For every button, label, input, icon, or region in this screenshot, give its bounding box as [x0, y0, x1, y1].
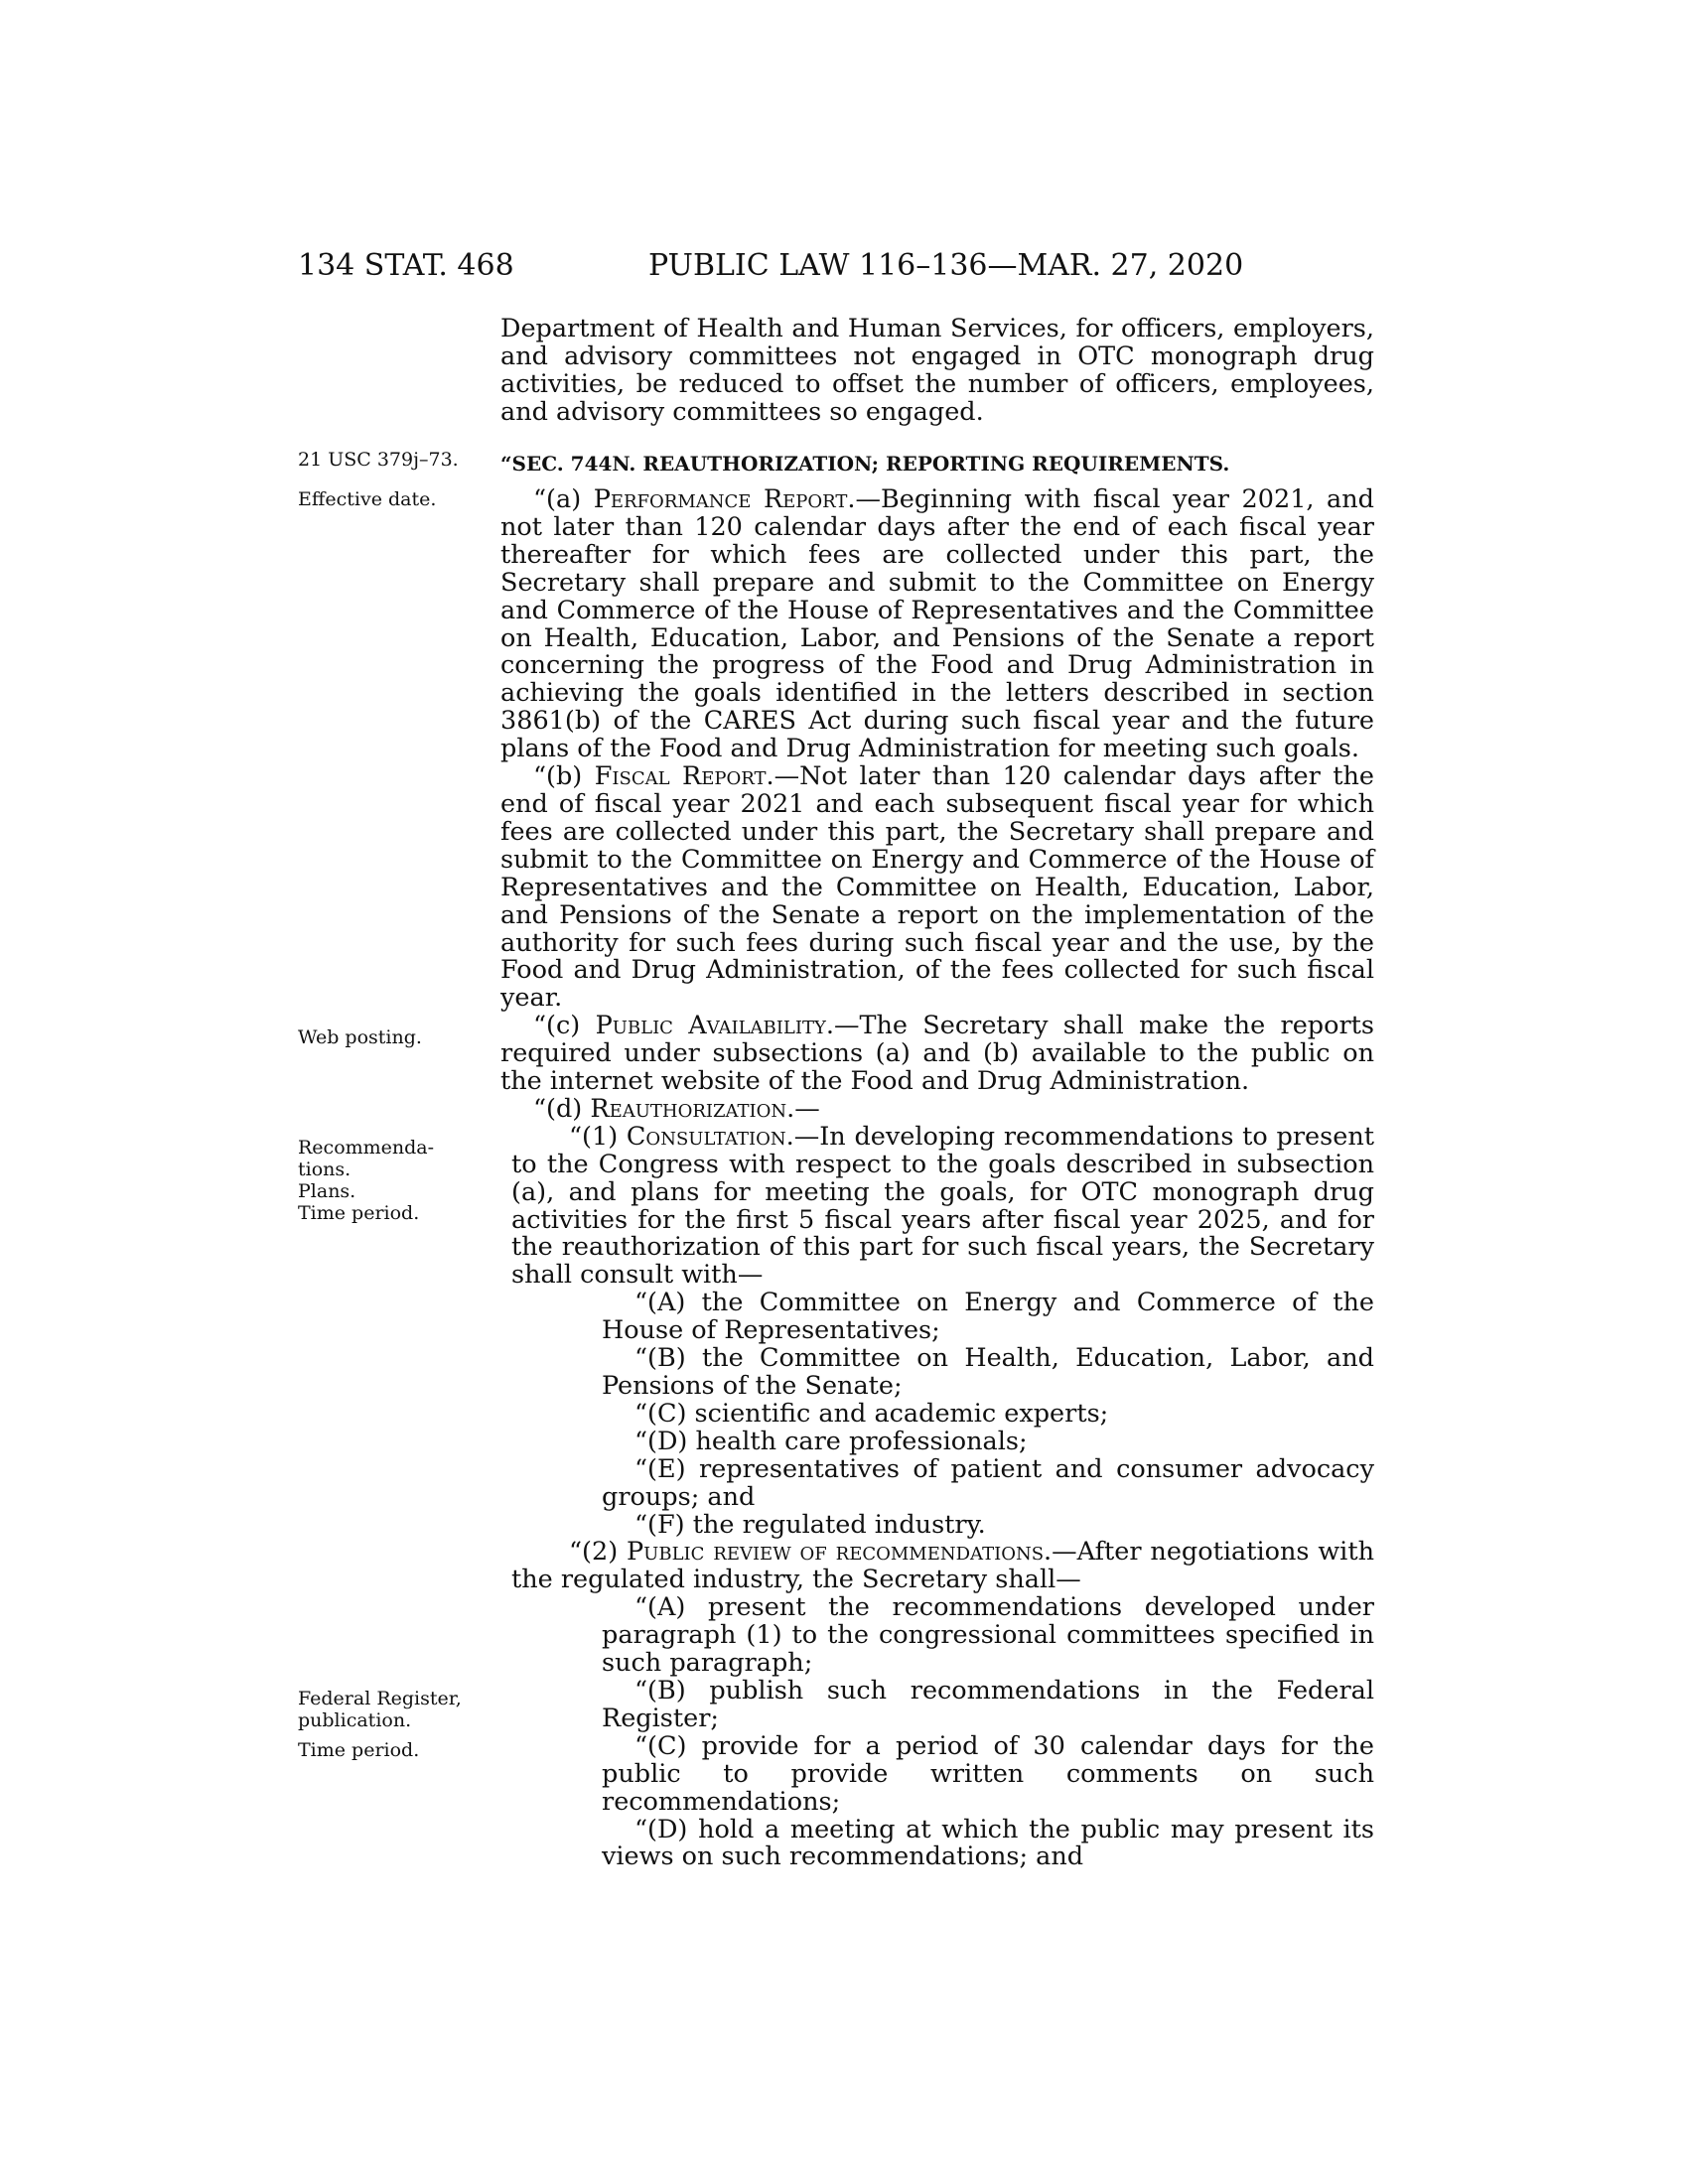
subsection-c: “(c) Public Availability.—The Secretary shall make the reports required under subsections (a) and (b) available to the public on the internet website of the Food and Drug Administration. — [500, 1011, 1375, 1097]
subsection-c-title: Public Availability — [595, 1011, 826, 1041]
section-body — [500, 486, 1374, 1871]
list-item: “(D) hold a meeting at which the public may present its views on such recommendations; and — [602, 1814, 1374, 1872]
list-item: “(B) the Committee on Health, Education, Labor, and Pensions of the Senate; — [602, 1343, 1374, 1401]
subsection-b: “(b) Fiscal Report.—Not later than 120 calendar days after the end of fiscal year 2021 and each subsequent fiscal year for which fees are collected under this part, the Secretary shall prepare and submit to the Committee on Energy and Commerce of the House of Representatives and the Committee on Health, Education, Labor, and Pensions of the Senate a report on the implementation of the authority for such fees during such fiscal year and the use, by the Food and Drug Administration, of the fees collected for such fiscal year. — [500, 761, 1374, 1014]
list-item: “(F) the regulated industry. — [634, 1509, 986, 1540]
paragraph-2: “(2) Public review of recommendations.—After negotiations with the regulated industry, the Secretary shall— — [511, 1537, 1374, 1595]
subsection-b-title: Fiscal Report — [594, 761, 767, 792]
paragraph-2-title: Public review of recommendations — [627, 1537, 1045, 1568]
margin-note-time-period: Time period. — [298, 1739, 420, 1761]
margin-note-federal-register: Federal Register, publication. — [298, 1688, 462, 1731]
margin-note-web-posting: Web posting. — [298, 1026, 422, 1048]
paragraph-1: “(1) Consultation.—In developing recommendations to present to the Congress with respect to the goals described in subsection (a), and plans for meeting the goals, for OTC monograph drug activities for the first 5 fiscal years after fiscal year 2025, and for the reauthorization of this part for such fiscal years, the Secretary shall consult with— — [511, 1121, 1374, 1291]
list-item: “(B) publish such recommendations in the Federal Register; — [602, 1675, 1374, 1733]
intro-paragraph: Department of Health and Human Services, for officers, employers, and advisory committees not engaged in OTC monograph drug activities, be reduced to offset the number of officers, employees, and advisory committees so engaged. — [500, 314, 1374, 427]
margin-note-effective-date: Effective date. — [298, 488, 437, 510]
page-stat-citation: 134 STAT. 468 — [298, 248, 514, 283]
subsection-d: “(d) Reauthorization.— — [533, 1093, 820, 1124]
subsection-a: “(a) Performance Report.—Beginning with fiscal year 2021, and not later than 120 calendar days after the end of each fiscal year thereafter for which fees are collected under this part, the Secretary shall prepare and submit to the Committee on Energy and Commerce of the House of Representatives and the Committee on Health, Education, Labor, and Pensions of the Senate a report concerning the progress of the Food and Drug Administration in achieving the goals identified in the letters described in section 3861(b) of the CARES Act during such fiscal year and the future plans of the Food and Drug Administration for meeting such goals. — [500, 484, 1375, 764]
margin-note-usc: 21 USC 379j–73. — [298, 449, 459, 471]
list-item: “(C) provide for a period of 30 calendar days for the public to provide written comments on such recommendations; — [602, 1730, 1374, 1817]
paragraph-2-items — [500, 1594, 1374, 1871]
paragraph-1-title: Consultation — [626, 1121, 786, 1152]
subsection-d-title: Reauthorization — [590, 1093, 787, 1124]
list-item: “(D) health care professionals; — [634, 1426, 1028, 1456]
paragraph-1-items — [500, 1290, 1374, 1539]
margin-note-recommendations: Recommenda- tions. Plans. Time period. — [298, 1137, 435, 1224]
subsection-a-title: Performance Report — [593, 484, 848, 514]
list-item: “(A) present the recommendations developed under paragraph (1) to the congressional committees specified in such paragraph; — [602, 1592, 1374, 1679]
page-running-head: PUBLIC LAW 116–136—MAR. 27, 2020 — [648, 248, 1244, 283]
list-item: “(E) representatives of patient and consumer advocacy groups; and — [602, 1453, 1374, 1512]
section-heading: “SEC. 744N. REAUTHORIZATION; REPORTING REQUIREMENTS. — [500, 452, 1230, 476]
list-item: “(C) scientific and academic experts; — [634, 1398, 1109, 1429]
list-item: “(A) the Committee on Energy and Commerce of the House of Representatives; — [602, 1288, 1374, 1346]
